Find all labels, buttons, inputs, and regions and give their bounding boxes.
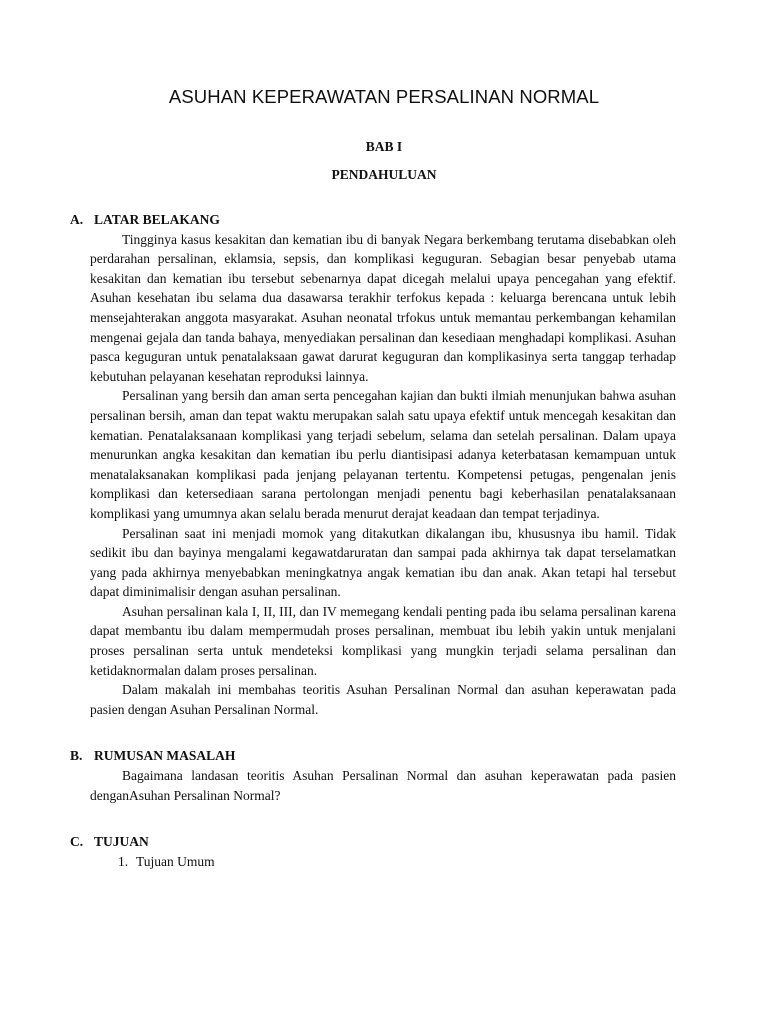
document-title: ASUHAN KEPERAWATAN PERSALINAN NORMAL — [168, 86, 600, 107]
spacer — [70, 719, 676, 746]
section-a-letter: A. — [70, 212, 84, 227]
section-a-title: LATAR BELAKANG — [94, 212, 220, 227]
chapter-number: BAB I — [365, 139, 403, 154]
paragraph: Tingginya kasus kesakitan dan kematian ibu di banyak Negara berkembang terutama disebabkan oleh perdarahan persalinan, eklamsia, sepsis, dan komplikasi keguguran. Sebagian besar penyebab utama kesakitan dan kematian ibu tersebut sebenarnya dapat dicegah melalui upaya pencegahan yang efektif. Asuhan kesehatan ibu selama dua dasawarsa terakhir terfokus kepada : keluarga berencana untuk lebih mensejahterakan anggota masyarakat. Asuhan neonatal trfokus untuk memantau perkembangan kehamilan mengenai gejala dan tanda bahaya, menyediakan persalinan dan kesediaan menghadapi komplikasi. Asuhan pasca keguguran untuk penatalaksaan gawat darurat keguguran dan komplikasinya serta tanggap terhadap kebutuhan pelayanan kesehatan reproduksi lainnya. — [90, 231, 676, 384]
paragraph: Persalinan yang bersih dan aman serta pencegahan kajian dan bukti ilmiah menunjukan bahwa asuhan persalinan bersih, aman dan tepat waktu merupakan salah satu upaya efektif untuk mencegah kesakitan dan kematian. Penatalaksanaan komplikasi yang terjadi sebelum, selama dan setelah persalinan. Dalam upaya menurunkan angka kesakitan dan kematian ibu perlu diantisipasi adanya keterbatasan kemampuan untuk menatalaksanakan komplikasi pada jenjang pelayanan tertentu. Kompetensi petugas, pengenalan jenis komplikasi dan ketersediaan sarana pertolongan menjadi penentu bagi keberhasilan penatalaksanaan komplikasi yang umumnya akan selalu berada menurut derajat keadaan dan tempat terjadinya. — [90, 388, 676, 521]
section-c-letter: C. — [70, 834, 84, 850]
paragraph: Asuhan persalinan kala I, II, III, dan IV memegang kendali penting pada ibu selama persalinan karena dapat membantu ibu dalam mempermudah proses persalinan, membuat ibu lebih yakin untuk menjalani proses persalinan serta untuk mendeteksi komplikasi yang mungkin terjadi selama persalinan dan ketidaknormalan dalam proses persalinan. — [90, 603, 676, 678]
section-a-heading — [70, 210, 676, 230]
section-c-heading — [70, 832, 676, 852]
section-b-letter: B. — [70, 748, 83, 764]
paragraph: Dalam makalah ini membahas teoritis Asuhan Persalinan Normal dan asuhan keperawatan pada pasien dengan Asuhan Persalinan Normal. — [90, 682, 676, 717]
list-item-text: Tujuan Umum — [136, 853, 215, 869]
spacer — [70, 805, 676, 832]
document-body — [70, 210, 676, 871]
paragraph: Bagaimana landasan teoritis Asuhan Persalinan Normal dan asuhan keperawatan pada pasien denganAsuhan Persalinan Normal? — [90, 768, 676, 803]
section-b-heading — [70, 746, 676, 766]
section-c-title: TUJUAN — [94, 834, 149, 850]
list-item — [118, 852, 676, 872]
section-b-title: RUMUSAN MASALAH — [94, 748, 236, 764]
list-item-number: 1. — [118, 853, 129, 869]
chapter-title: PENDAHULUAN — [331, 167, 437, 182]
paragraph: Persalinan saat ini menjadi momok yang ditakutkan dikalangan ibu, khususnya ibu hamil. Tidak sedikit ibu dan bayinya mengalami kegawatdaruratan dan sampai pada akhirnya tak dapat terselamatkan yang pada akhirnya menyebabkan meningkatnya angak kematian ibu dan anak. Akan tetapi hal tersebut dapat diminimalisir dengan asuhan persalinan. — [90, 525, 676, 600]
